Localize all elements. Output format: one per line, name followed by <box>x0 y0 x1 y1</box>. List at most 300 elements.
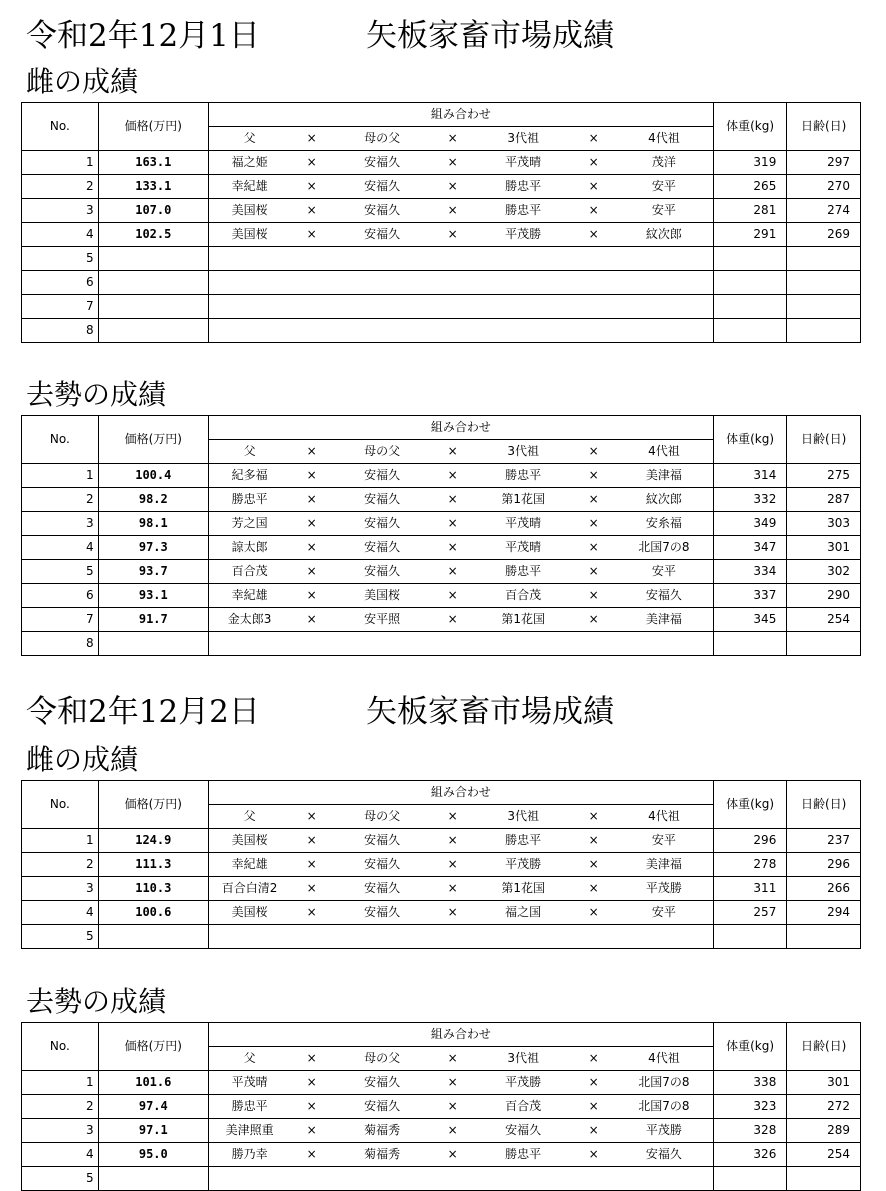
header-weight: 体重(kg) <box>713 781 787 829</box>
header-no: No. <box>22 781 99 829</box>
combination-cell <box>208 632 713 656</box>
cross-mark: × <box>572 560 615 584</box>
age-cell: 272 <box>787 1095 861 1119</box>
cross-mark: × <box>290 584 333 608</box>
age-cell: 254 <box>787 608 861 632</box>
weight-cell: 338 <box>713 1071 787 1095</box>
father-cell: 勝忠平 <box>208 1095 290 1119</box>
father-cell: 美国桜 <box>208 199 290 223</box>
age-cell: 289 <box>787 1119 861 1143</box>
cross-mark: × <box>572 536 615 560</box>
mothers-father-cell: 安福久 <box>333 175 431 199</box>
header-3rd-ancestor: 3代祖 <box>474 1047 572 1071</box>
price-cell <box>98 925 208 949</box>
age-cell: 290 <box>787 584 861 608</box>
price-cell: 133.1 <box>98 175 208 199</box>
mothers-father-cell: 安福久 <box>333 464 431 488</box>
row-number: 5 <box>22 1167 99 1191</box>
cross-mark: × <box>290 175 333 199</box>
row-number: 6 <box>22 271 99 295</box>
cross-mark: × <box>572 608 615 632</box>
header-no: No. <box>22 1023 99 1071</box>
row-number: 6 <box>22 584 99 608</box>
table-row <box>22 512 861 536</box>
combination-cell <box>208 925 713 949</box>
age-cell: 296 <box>787 853 861 877</box>
table-row <box>22 829 861 853</box>
row-number: 4 <box>22 536 99 560</box>
results-table <box>21 415 861 656</box>
price-cell: 95.0 <box>98 1143 208 1167</box>
cross-mark: × <box>290 901 333 925</box>
father-cell: 諒太郎 <box>208 536 290 560</box>
row-number: 2 <box>22 175 99 199</box>
weight-cell: 291 <box>713 223 787 247</box>
section-title: 雌の成績 <box>26 743 139 776</box>
header-4th-ancestor: 4代祖 <box>615 440 713 464</box>
ancestor3-cell: 勝忠平 <box>474 464 572 488</box>
cross-mark: × <box>290 512 333 536</box>
price-cell <box>98 247 208 271</box>
ancestor4-cell: 美津福 <box>615 608 713 632</box>
row-number: 1 <box>22 1071 99 1095</box>
price-cell: 97.3 <box>98 536 208 560</box>
header-4th-ancestor: 4代祖 <box>615 127 713 151</box>
ancestor3-cell: 勝忠平 <box>474 175 572 199</box>
ancestor4-cell: 北国7の8 <box>615 1071 713 1095</box>
cross-mark: × <box>572 901 615 925</box>
table-row <box>22 175 861 199</box>
age-cell: 274 <box>787 199 861 223</box>
cross-mark: × <box>572 464 615 488</box>
price-cell <box>98 1167 208 1191</box>
weight-cell: 326 <box>713 1143 787 1167</box>
mothers-father-cell: 安福久 <box>333 877 431 901</box>
price-cell: 102.5 <box>98 223 208 247</box>
results-table <box>21 102 861 343</box>
header-father: 父 <box>208 440 290 464</box>
header-mothers-father: 母の父 <box>333 440 431 464</box>
father-cell: 勝忠平 <box>208 488 290 512</box>
cross-mark: × <box>431 901 474 925</box>
father-cell: 平茂晴 <box>208 1071 290 1095</box>
age-cell: 266 <box>787 877 861 901</box>
table-row <box>22 901 861 925</box>
age-cell <box>787 319 861 343</box>
header-weight: 体重(kg) <box>713 1023 787 1071</box>
ancestor4-cell: 北国7の8 <box>615 536 713 560</box>
ancestor3-cell: 平茂晴 <box>474 151 572 175</box>
cross-mark: × <box>431 1143 474 1167</box>
header-combination: 組み合わせ <box>208 103 713 127</box>
weight-cell: 332 <box>713 488 787 512</box>
row-number: 1 <box>22 151 99 175</box>
cross-mark: × <box>431 512 474 536</box>
cross-mark: × <box>431 853 474 877</box>
ancestor3-cell: 百合茂 <box>474 584 572 608</box>
cross-mark: × <box>572 853 615 877</box>
weight-cell <box>713 247 787 271</box>
row-number: 3 <box>22 1119 99 1143</box>
table-row <box>22 1071 861 1095</box>
weight-cell: 265 <box>713 175 787 199</box>
price-cell <box>98 295 208 319</box>
row-number: 4 <box>22 223 99 247</box>
table-row <box>22 584 861 608</box>
weight-cell <box>713 295 787 319</box>
cross-mark: × <box>431 536 474 560</box>
header-age: 日齢(日) <box>787 416 861 464</box>
father-cell: 幸紀雄 <box>208 175 290 199</box>
row-number: 3 <box>22 199 99 223</box>
row-number: 5 <box>22 925 99 949</box>
cross-mark: × <box>572 877 615 901</box>
price-cell: 91.7 <box>98 608 208 632</box>
ancestor3-cell: 安福久 <box>474 1119 572 1143</box>
cross-mark: × <box>431 199 474 223</box>
header-no: No. <box>22 416 99 464</box>
row-number: 2 <box>22 488 99 512</box>
header-3rd-ancestor: 3代祖 <box>474 805 572 829</box>
ancestor3-cell: 勝忠平 <box>474 829 572 853</box>
table-row <box>22 223 861 247</box>
cross-mark: × <box>431 560 474 584</box>
price-cell: 97.4 <box>98 1095 208 1119</box>
section-title: 去勢の成績 <box>26 378 167 411</box>
weight-cell: 337 <box>713 584 787 608</box>
price-cell: 100.4 <box>98 464 208 488</box>
cross-mark: × <box>572 488 615 512</box>
table-row <box>22 560 861 584</box>
mothers-father-cell: 安福久 <box>333 829 431 853</box>
price-cell: 97.1 <box>98 1119 208 1143</box>
age-cell: 287 <box>787 488 861 512</box>
row-number: 3 <box>22 877 99 901</box>
cross-mark: × <box>290 608 333 632</box>
combination-cell <box>208 271 713 295</box>
age-cell <box>787 247 861 271</box>
header-father: 父 <box>208 1047 290 1071</box>
mothers-father-cell: 安福久 <box>333 1095 431 1119</box>
cross-mark: × <box>290 1071 333 1095</box>
father-cell: 金太郎3 <box>208 608 290 632</box>
age-cell: 303 <box>787 512 861 536</box>
table-row <box>22 536 861 560</box>
header-3rd-ancestor: 3代祖 <box>474 440 572 464</box>
cross-mark: × <box>572 805 615 829</box>
row-number: 7 <box>22 295 99 319</box>
market-title: 矢板家畜市場成績 <box>366 694 614 730</box>
weight-cell: 334 <box>713 560 787 584</box>
cross-mark: × <box>431 1119 474 1143</box>
weight-cell: 314 <box>713 464 787 488</box>
table-row <box>22 632 861 656</box>
mothers-father-cell: 美国桜 <box>333 584 431 608</box>
weight-cell: 323 <box>713 1095 787 1119</box>
mothers-father-cell: 安福久 <box>333 536 431 560</box>
mothers-father-cell: 安福久 <box>333 199 431 223</box>
row-number: 1 <box>22 829 99 853</box>
section-title: 去勢の成績 <box>26 985 167 1018</box>
mothers-father-cell: 菊福秀 <box>333 1143 431 1167</box>
header-age: 日齢(日) <box>787 781 861 829</box>
age-cell <box>787 295 861 319</box>
mothers-father-cell: 安福久 <box>333 488 431 512</box>
ancestor3-cell: 勝忠平 <box>474 560 572 584</box>
cross-mark: × <box>431 127 474 151</box>
price-cell: 107.0 <box>98 199 208 223</box>
price-cell <box>98 632 208 656</box>
price-cell <box>98 271 208 295</box>
cross-mark: × <box>290 199 333 223</box>
ancestor3-cell: 第1花国 <box>474 488 572 512</box>
age-cell <box>787 271 861 295</box>
age-cell: 269 <box>787 223 861 247</box>
cross-mark: × <box>572 151 615 175</box>
age-cell: 297 <box>787 151 861 175</box>
ancestor3-cell: 平茂晴 <box>474 512 572 536</box>
cross-mark: × <box>431 829 474 853</box>
header-no: No. <box>22 103 99 151</box>
cross-mark: × <box>572 1071 615 1095</box>
weight-cell: 347 <box>713 536 787 560</box>
table-row <box>22 488 861 512</box>
cross-mark: × <box>572 440 615 464</box>
table-row <box>22 151 861 175</box>
age-cell: 237 <box>787 829 861 853</box>
table-row <box>22 608 861 632</box>
header-row <box>22 1023 861 1047</box>
ancestor4-cell: 安平 <box>615 901 713 925</box>
mothers-father-cell: 安福久 <box>333 901 431 925</box>
table-row <box>22 925 861 949</box>
mothers-father-cell: 安福久 <box>333 853 431 877</box>
price-cell: 100.6 <box>98 901 208 925</box>
row-number: 5 <box>22 247 99 271</box>
ancestor4-cell: 安平 <box>615 175 713 199</box>
row-number: 8 <box>22 632 99 656</box>
header-price: 価格(万円) <box>98 781 208 829</box>
row-number: 4 <box>22 901 99 925</box>
table-row <box>22 1119 861 1143</box>
table-row <box>22 853 861 877</box>
age-cell: 275 <box>787 464 861 488</box>
cross-mark: × <box>431 1047 474 1071</box>
cross-mark: × <box>431 805 474 829</box>
age-cell <box>787 925 861 949</box>
cross-mark: × <box>572 1095 615 1119</box>
cross-mark: × <box>572 127 615 151</box>
father-cell: 百合茂 <box>208 560 290 584</box>
age-cell: 301 <box>787 536 861 560</box>
header-combination: 組み合わせ <box>208 416 713 440</box>
cross-mark: × <box>290 1047 333 1071</box>
father-cell: 福之姫 <box>208 151 290 175</box>
ancestor4-cell: 美津福 <box>615 464 713 488</box>
header-price: 価格(万円) <box>98 103 208 151</box>
age-cell: 270 <box>787 175 861 199</box>
table-row <box>22 319 861 343</box>
father-cell: 芳之国 <box>208 512 290 536</box>
cross-mark: × <box>431 584 474 608</box>
weight-cell: 281 <box>713 199 787 223</box>
ancestor3-cell: 勝忠平 <box>474 1143 572 1167</box>
table-row <box>22 464 861 488</box>
table-row <box>22 877 861 901</box>
cross-mark: × <box>431 223 474 247</box>
cross-mark: × <box>431 1071 474 1095</box>
combination-cell <box>208 319 713 343</box>
header-4th-ancestor: 4代祖 <box>615 805 713 829</box>
cross-mark: × <box>572 1143 615 1167</box>
cross-mark: × <box>572 223 615 247</box>
header-mothers-father: 母の父 <box>333 805 431 829</box>
results-table <box>21 1022 861 1191</box>
ancestor4-cell: 平茂勝 <box>615 877 713 901</box>
cross-mark: × <box>431 151 474 175</box>
ancestor4-cell: 北国7の8 <box>615 1095 713 1119</box>
age-cell: 301 <box>787 1071 861 1095</box>
ancestor4-cell: 紋次郎 <box>615 223 713 247</box>
cross-mark: × <box>572 512 615 536</box>
cross-mark: × <box>290 151 333 175</box>
combination-cell <box>208 247 713 271</box>
price-cell: 93.1 <box>98 584 208 608</box>
father-cell: 美国桜 <box>208 223 290 247</box>
row-number: 3 <box>22 512 99 536</box>
weight-cell: 328 <box>713 1119 787 1143</box>
mothers-father-cell: 安福久 <box>333 1071 431 1095</box>
father-cell: 美国桜 <box>208 829 290 853</box>
combination-cell <box>208 1167 713 1191</box>
weight-cell: 319 <box>713 151 787 175</box>
cross-mark: × <box>290 440 333 464</box>
father-cell: 百合白清2 <box>208 877 290 901</box>
row-number: 2 <box>22 1095 99 1119</box>
cross-mark: × <box>290 488 333 512</box>
header-3rd-ancestor: 3代祖 <box>474 127 572 151</box>
results-table <box>21 780 861 949</box>
ancestor4-cell: 安福久 <box>615 584 713 608</box>
cross-mark: × <box>572 829 615 853</box>
father-cell: 美国桜 <box>208 901 290 925</box>
ancestor3-cell: 第1花国 <box>474 877 572 901</box>
ancestor4-cell: 安福久 <box>615 1143 713 1167</box>
ancestor3-cell: 福之国 <box>474 901 572 925</box>
father-cell: 美津照重 <box>208 1119 290 1143</box>
ancestor4-cell: 茂洋 <box>615 151 713 175</box>
table-row <box>22 271 861 295</box>
header-row <box>22 416 861 440</box>
row-number: 8 <box>22 319 99 343</box>
ancestor3-cell: 平茂勝 <box>474 223 572 247</box>
ancestor3-cell: 百合茂 <box>474 1095 572 1119</box>
ancestor3-cell: 平茂勝 <box>474 1071 572 1095</box>
weight-cell: 257 <box>713 901 787 925</box>
father-cell: 幸紀雄 <box>208 853 290 877</box>
header-row <box>22 781 861 805</box>
father-cell: 勝乃幸 <box>208 1143 290 1167</box>
age-cell: 254 <box>787 1143 861 1167</box>
price-cell: 124.9 <box>98 829 208 853</box>
cross-mark: × <box>431 608 474 632</box>
price-cell: 98.2 <box>98 488 208 512</box>
ancestor3-cell: 平茂晴 <box>474 536 572 560</box>
father-cell: 紀多福 <box>208 464 290 488</box>
ancestor4-cell: 紋次郎 <box>615 488 713 512</box>
weight-cell <box>713 271 787 295</box>
day-date: 令和2年12月2日 <box>26 694 260 730</box>
row-number: 2 <box>22 853 99 877</box>
header-father: 父 <box>208 127 290 151</box>
cross-mark: × <box>290 464 333 488</box>
cross-mark: × <box>290 1143 333 1167</box>
price-cell: 110.3 <box>98 877 208 901</box>
cross-mark: × <box>290 1119 333 1143</box>
weight-cell: 296 <box>713 829 787 853</box>
combination-cell <box>208 295 713 319</box>
cross-mark: × <box>290 805 333 829</box>
section-title: 雌の成績 <box>26 65 139 98</box>
ancestor3-cell: 第1花国 <box>474 608 572 632</box>
ancestor4-cell: 安平 <box>615 199 713 223</box>
mothers-father-cell: 安福久 <box>333 151 431 175</box>
weight-cell <box>713 1167 787 1191</box>
market-title: 矢板家畜市場成績 <box>366 18 614 54</box>
age-cell <box>787 1167 861 1191</box>
ancestor4-cell: 安糸福 <box>615 512 713 536</box>
price-cell: 111.3 <box>98 853 208 877</box>
day-date: 令和2年12月1日 <box>26 18 260 54</box>
weight-cell <box>713 319 787 343</box>
table-row <box>22 1143 861 1167</box>
cross-mark: × <box>572 175 615 199</box>
row-number: 4 <box>22 1143 99 1167</box>
table-row <box>22 1167 861 1191</box>
cross-mark: × <box>290 877 333 901</box>
mothers-father-cell: 安福久 <box>333 512 431 536</box>
price-cell: 101.6 <box>98 1071 208 1095</box>
cross-mark: × <box>572 199 615 223</box>
weight-cell: 311 <box>713 877 787 901</box>
header-combination: 組み合わせ <box>208 1023 713 1047</box>
cross-mark: × <box>431 464 474 488</box>
header-price: 価格(万円) <box>98 416 208 464</box>
cross-mark: × <box>572 1047 615 1071</box>
weight-cell <box>713 632 787 656</box>
ancestor3-cell: 平茂勝 <box>474 853 572 877</box>
cross-mark: × <box>290 223 333 247</box>
mothers-father-cell: 安平照 <box>333 608 431 632</box>
header-mothers-father: 母の父 <box>333 127 431 151</box>
cross-mark: × <box>290 536 333 560</box>
weight-cell: 278 <box>713 853 787 877</box>
header-row <box>22 103 861 127</box>
weight-cell: 349 <box>713 512 787 536</box>
mothers-father-cell: 安福久 <box>333 560 431 584</box>
cross-mark: × <box>431 440 474 464</box>
row-number: 1 <box>22 464 99 488</box>
weight-cell: 345 <box>713 608 787 632</box>
cross-mark: × <box>290 829 333 853</box>
cross-mark: × <box>431 877 474 901</box>
table-row <box>22 1095 861 1119</box>
header-weight: 体重(kg) <box>713 103 787 151</box>
table-row <box>22 247 861 271</box>
price-cell: 93.7 <box>98 560 208 584</box>
header-4th-ancestor: 4代祖 <box>615 1047 713 1071</box>
cross-mark: × <box>431 1095 474 1119</box>
